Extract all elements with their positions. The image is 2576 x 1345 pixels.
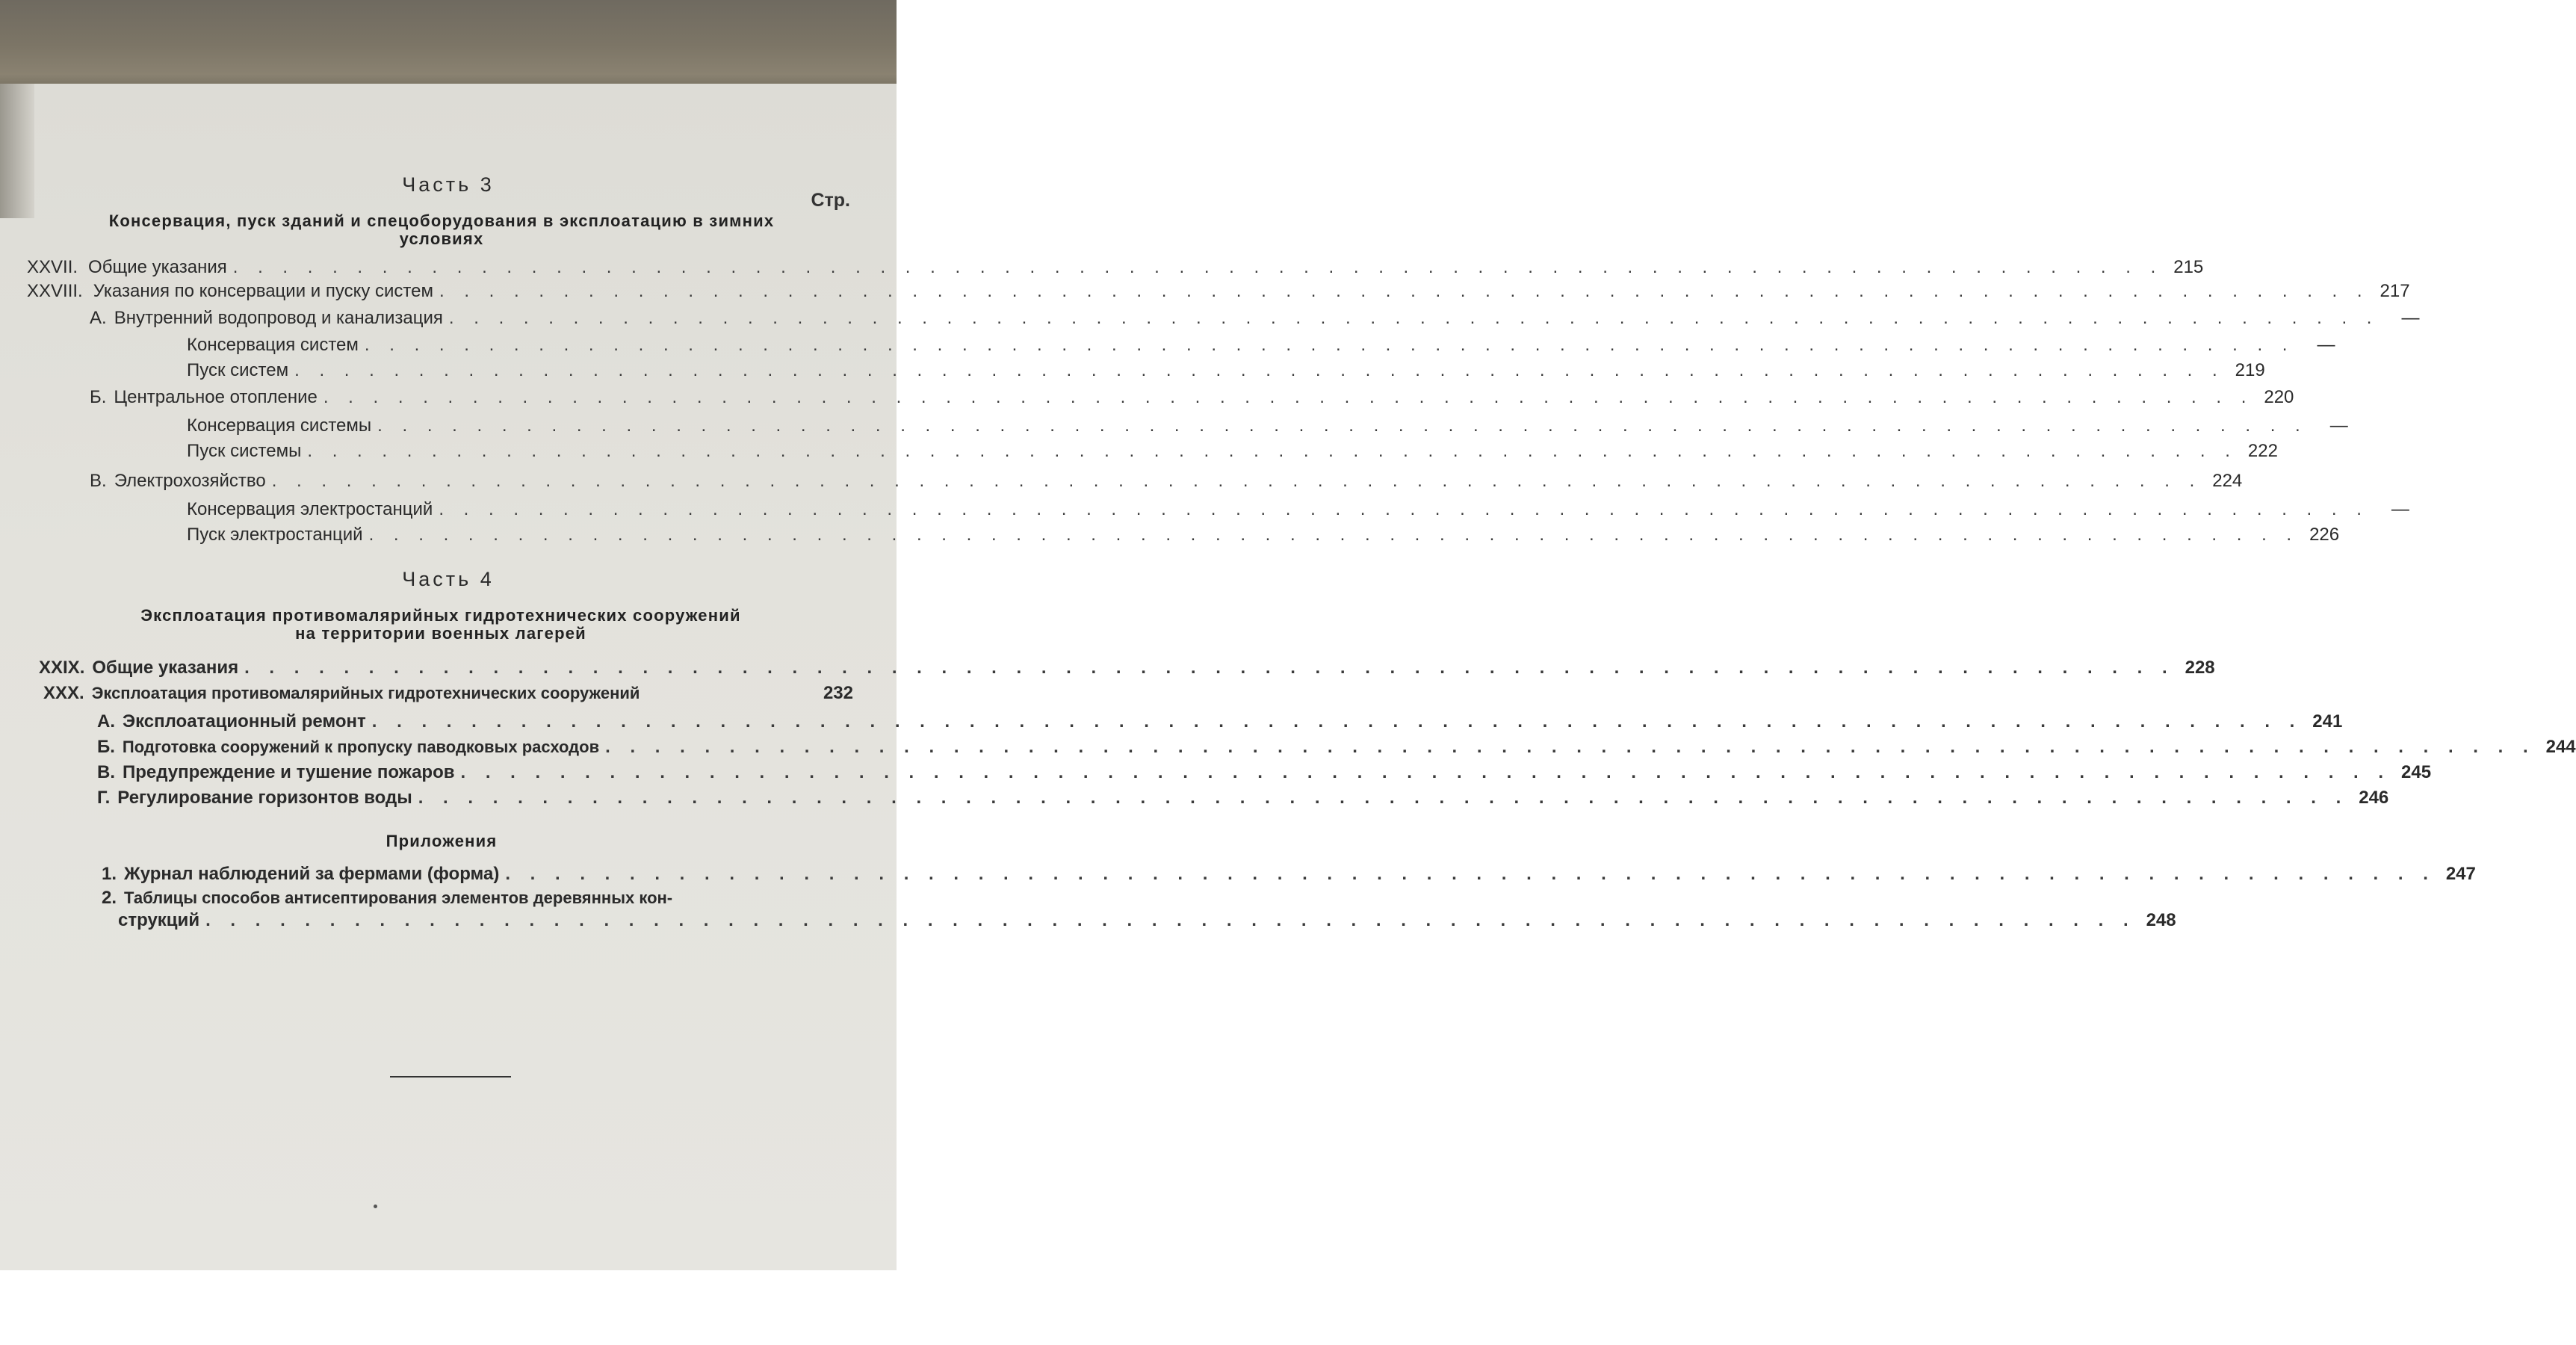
- entry-page: 245: [2401, 762, 2432, 782]
- entry-number: XXIX.: [39, 658, 85, 678]
- entry-page: 226: [2309, 525, 2340, 545]
- entry-title: Общие указания: [88, 257, 227, 277]
- entry-title: Журнал наблюдений за фермами (форма): [124, 864, 500, 884]
- leader-dots: . . . . . . . . . . . . . . . . . . . . . . . . . . . . . . . . . . . . . . . . . . . . . . . . . . . . . . . . . . . . . . . . . . . . . . . . . . . . . .: [505, 864, 2436, 884]
- closing-rule: [390, 1076, 511, 1077]
- entry-number: XXVII.: [27, 257, 78, 277]
- toc-entry-continuation: [118, 910, 2176, 931]
- leader-dots: . . . . . . . . . . . . . . . . . . . . . . . . . . . . . . . . . . . . . . . . . . . . . . . . . . . . . . . . . . . . . . . . . . . . . . . . . . . . . .: [205, 910, 2136, 930]
- entry-page: 219: [2235, 360, 2265, 380]
- entry-number: В.: [97, 762, 115, 782]
- paper-speck: [374, 1205, 377, 1208]
- entry-page: 248: [2146, 910, 2176, 930]
- entry-number: XXX.: [43, 683, 84, 703]
- toc-entry: [187, 415, 2348, 436]
- entry-page: —: [2329, 415, 2348, 436]
- entry-title: Консервация электростанций: [187, 499, 433, 519]
- entry-page: —: [2401, 308, 2420, 328]
- entry-title: Электрохозяйство: [114, 471, 266, 491]
- leader-dots: . . . . . . . . . . . . . . . . . . . . . . . . . . . . . . . . . . . . . . . . . . . . . . . . . . . . . . . . . . . . . . . . . . . . . . . . . . . . . .: [244, 658, 2175, 678]
- entry-page: 241: [2312, 711, 2343, 732]
- entry-title: Консервация системы: [187, 415, 372, 436]
- entry-title: Внутренний водопровод и канализация: [114, 308, 443, 328]
- toc-entry: [102, 888, 774, 909]
- entry-title: Центральное отопление: [114, 387, 318, 407]
- toc-entry: [39, 658, 2215, 678]
- part3-label: Часть 3: [402, 173, 495, 196]
- toc-entry: [187, 360, 2265, 381]
- toc-entry: [97, 788, 2389, 808]
- leader-dots: . . . . . . . . . . . . . . . . . . . . . . . . . . . . . . . . . . . . . . . . . . . . . . . . . . . . . . . . . . . . . . . . . . . . . . . . . . . . . .: [605, 737, 2536, 757]
- leader-dots: . . . . . . . . . . . . . . . . . . . . . . . . . . . . . . . . . . . . . . . . . . . . . . . . . . . . . . . . . . . . . . . . . . . . . . . . . . . . . .: [377, 415, 2308, 436]
- book-page: [0, 84, 2576, 1270]
- entry-page: 224: [2212, 471, 2243, 491]
- entry-title: Таблицы способов антисептирования элементов деревянных кон-: [124, 888, 673, 907]
- toc-entry: [97, 762, 2432, 783]
- entry-title: Пуск систем: [187, 360, 289, 380]
- part3-heading-line2: условиях: [399, 229, 484, 248]
- entry-number: Б.: [90, 387, 107, 407]
- entry-title: Общие указания: [92, 658, 239, 678]
- toc-entry: [97, 711, 2343, 732]
- entry-page: 232: [823, 683, 853, 703]
- entry-title: Указания по консервации и пуску систем: [93, 281, 433, 301]
- leader-dots: . . . . . . . . . . . . . . . . . . . . . . . . . . . . . . . . . . . . . . . . . . . . . . . . . . . . . . . . . . . . . . . . . . . . . . . . . . . . . .: [271, 471, 2202, 491]
- leader-dots: . . . . . . . . . . . . . . . . . . . . . . . . . . . . . . . . . . . . . . . . . . . . . . . . . . . . . . . . . . . . . . . . . . . . . . . . . . . . . .: [307, 441, 2238, 461]
- leader-dots: . . . . . . . . . . . . . . . . . . . . . . . . . . . . . . . . . . . . . . . . . . . . . . . . . . . . . . . . . . . . . . . . . . . . . . . . . . . . . .: [232, 257, 2164, 277]
- entry-page: 220: [2264, 387, 2294, 407]
- entry-page: 247: [2445, 864, 2476, 884]
- toc-entry: [90, 471, 2243, 492]
- entry-title: Предупреждение и тушение пожаров: [123, 762, 455, 782]
- part4-heading-line1: Эксплоатация противомалярийных гидротехнических сооружений: [140, 606, 741, 625]
- toc-entry: [187, 525, 2340, 545]
- leader-dots: . . . . . . . . . . . . . . . . . . . . . . . . . . . . . . . . . . . . . . . . . . . . . . . . . . . . . . . . . . . . . . . . . . . . . . . . . . . . . .: [294, 360, 2225, 380]
- entry-title: Пуск электростанций: [187, 525, 363, 545]
- leader-dots: . . . . . . . . . . . . . . . . . . . . . . . . . . . . . . . . . . . . . . . . . . . . . . . . . . . . . . . . . . . . . . . . . . . . . . . . . . . . . .: [448, 308, 2380, 328]
- leader-dots: . . . . . . . . . . . . . . . . . . . . . . . . . . . . . . . . . . . . . . . . . . . . . . . . . . . . . . . . . . . . . . . . . . . . . . . . . . . . . .: [439, 499, 2369, 519]
- part4-label: Часть 4: [402, 568, 495, 590]
- entry-number: Б.: [97, 737, 115, 757]
- leader-dots: . . . . . . . . . . . . . . . . . . . . . . . . . . . . . . . . . . . . . . . . . . . . . . . . . . . . . . . . . . . . . . . . . . . . . . . . . . . . . .: [439, 281, 2370, 301]
- entry-page: 217: [2380, 281, 2410, 301]
- leader-dots: . . . . . . . . . . . . . . . . . . . . . . . . . . . . . . . . . . . . . . . . . . . . . . . . . . . . . . . . . . . . . . . . . . . . . . . . . . . . . .: [323, 387, 2254, 407]
- entry-page: 246: [2359, 788, 2389, 808]
- entry-title: Пуск системы: [187, 441, 302, 461]
- toc-entry: [90, 308, 2420, 329]
- toc-entry: [27, 281, 2410, 302]
- toc-entry: [43, 683, 853, 704]
- entry-title: Подготовка сооружений к пропуску паводковых расходов: [122, 738, 600, 756]
- entry-number: А.: [97, 711, 115, 732]
- toc-entry: [187, 441, 2278, 462]
- entry-page: 222: [2247, 441, 2278, 461]
- entry-page: 215: [2173, 257, 2204, 277]
- entry-number: 2.: [102, 888, 117, 908]
- page-curl: [0, 84, 34, 218]
- entry-title: Регулирование горизонтов воды: [117, 788, 412, 808]
- entry-title: Эксплоатация противомалярийных гидротехнических сооружений: [91, 684, 640, 702]
- entry-page: 228: [2185, 658, 2215, 678]
- appendix-heading: Приложения: [386, 832, 498, 850]
- entry-page: —: [2317, 335, 2335, 355]
- entry-page: —: [2391, 499, 2409, 519]
- leader-dots: . . . . . . . . . . . . . . . . . . . . . . . . . . . . . . . . . . . . . . . . . . . . . . . . . . . . . . . . . . . . . . . . . . . . . . . . . . . . . .: [364, 335, 2295, 355]
- toc-entry: [187, 499, 2409, 520]
- entry-number: В.: [90, 471, 107, 491]
- part3-heading-line1: Консервация, пуск зданий и спецоборудования в эксплоатацию в зимних: [108, 211, 775, 230]
- toc-entry: [187, 335, 2335, 356]
- toc-entry: [102, 864, 2476, 885]
- part3-heading: [27, 212, 856, 248]
- leader-dots: . . . . . . . . . . . . . . . . . . . . . . . . . . . . . . . . . . . . . . . . . . . . . . . . . . . . . . . . . . . . . . . . . . . . . . . . . . . . . .: [460, 762, 2391, 782]
- toc-entry: [27, 257, 2204, 278]
- entry-number: XXVIII.: [27, 281, 83, 301]
- entry-number: 1.: [102, 864, 117, 884]
- entry-number: Г.: [97, 788, 111, 808]
- leader-dots: . . . . . . . . . . . . . . . . . . . . . . . . . . . . . . . . . . . . . . . . . . . . . . . . . . . . . . . . . . . . . . . . . . . . . . . . . . . . . .: [418, 788, 2349, 808]
- entry-title: Эксплоатационный ремонт: [123, 711, 366, 732]
- entry-title: Консервация систем: [187, 335, 359, 355]
- toc-entry: [90, 387, 2294, 408]
- toc-entry: [97, 737, 2576, 758]
- entry-number: А.: [90, 308, 107, 328]
- entry-page: 244: [2545, 737, 2576, 757]
- part4-heading-line2: на территории военных лагерей: [295, 624, 586, 643]
- entry-title-continuation: струкций: [118, 910, 200, 930]
- leader-dots: . . . . . . . . . . . . . . . . . . . . . . . . . . . . . . . . . . . . . . . . . . . . . . . . . . . . . . . . . . . . . . . . . . . . . . . . . . . . . .: [368, 525, 2300, 545]
- page-column-label: Стр.: [811, 190, 850, 211]
- leader-dots: . . . . . . . . . . . . . . . . . . . . . . . . . . . . . . . . . . . . . . . . . . . . . . . . . . . . . . . . . . . . . . . . . . . . . . . . . . . . . .: [371, 711, 2303, 732]
- part4-heading: [67, 607, 814, 643]
